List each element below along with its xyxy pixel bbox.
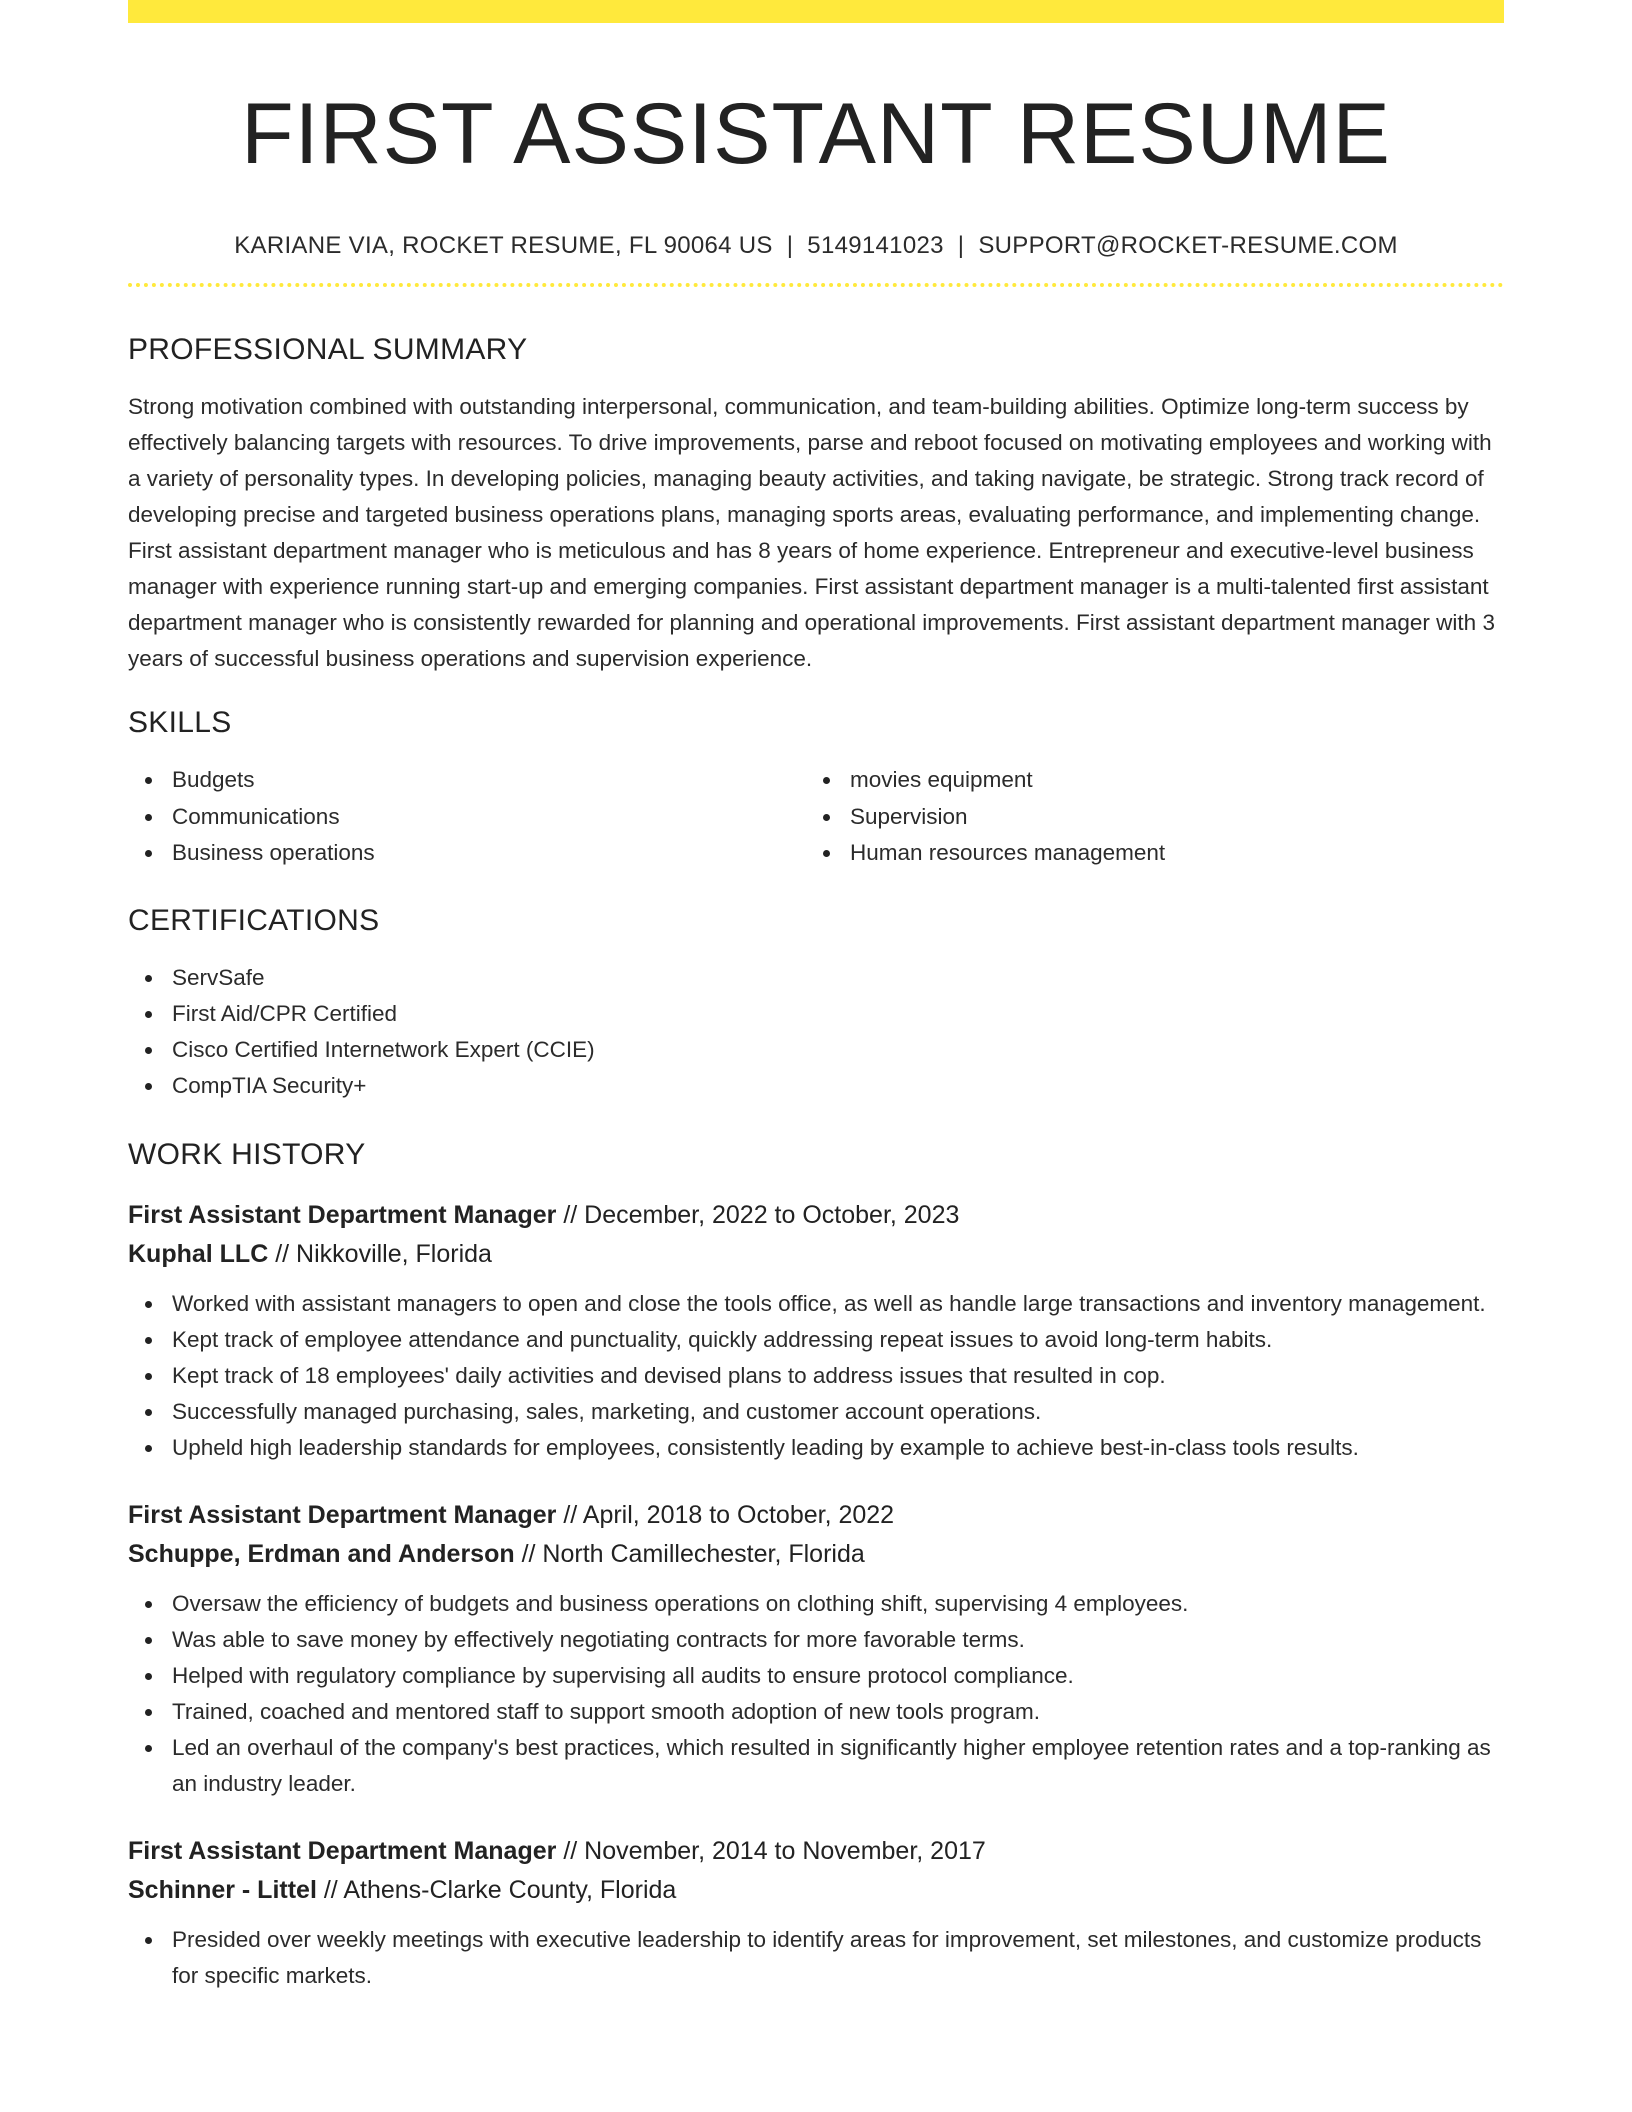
contact-address: KARIANE VIA, ROCKET RESUME, FL 90064 US [234, 232, 773, 259]
job-title: First Assistant Department Manager [128, 1500, 557, 1529]
job-bullet: Was able to save money by effectively negotiating contracts for more favorable terms. [128, 1622, 1504, 1658]
job-dates: // December, 2022 to October, 2023 [563, 1200, 960, 1229]
resume-title: FIRST ASSISTANT RESUME [241, 86, 1391, 182]
certification-item: ServSafe [128, 960, 1504, 996]
job-dates: // November, 2014 to November, 2017 [563, 1836, 986, 1865]
certifications-list [128, 960, 1504, 1104]
job-bullets [128, 1922, 1504, 1994]
job-location: // North Camillechester, Florida [521, 1539, 865, 1568]
job-title-line [128, 1196, 1504, 1235]
job-bullet: Helped with regulatory compliance by supervising all audits to ensure protocol compliance. [128, 1658, 1504, 1694]
job-bullet: Worked with assistant managers to open and close the tools office, as well as handle large transactions and inventory management. [128, 1286, 1504, 1322]
job-location: // Athens-Clarke County, Florida [323, 1875, 677, 1904]
job-company: Schuppe, Erdman and Anderson [128, 1539, 515, 1568]
skill-item: Business operations [128, 835, 806, 872]
job-title: First Assistant Department Manager [128, 1200, 557, 1229]
job-bullet: Kept track of 18 employees' daily activities and devised plans to address issues that resulted in cop. [128, 1358, 1504, 1394]
skill-item: Communications [128, 799, 806, 836]
job-bullet: Successfully managed purchasing, sales, marketing, and customer account operations. [128, 1394, 1504, 1430]
certification-item: First Aid/CPR Certified [128, 996, 1504, 1032]
contact-phone: 5149141023 [807, 232, 944, 259]
skills-column-right [806, 762, 1484, 872]
certifications-heading: CERTIFICATIONS [128, 903, 380, 937]
resume-page [128, 0, 1504, 1994]
contact-separator: | [957, 232, 965, 259]
skill-item: Supervision [806, 799, 1484, 836]
job-company-line [128, 1535, 1504, 1574]
job-bullet: Oversaw the efficiency of budgets and business operations on clothing shift, supervising 4 employees. [128, 1586, 1504, 1622]
job-dates: // April, 2018 to October, 2022 [563, 1500, 895, 1529]
skill-item: movies equipment [806, 762, 1484, 799]
contact-separator: | [786, 232, 794, 259]
job-entry [128, 1832, 1504, 1994]
job-title: First Assistant Department Manager [128, 1836, 557, 1865]
summary-heading: PROFESSIONAL SUMMARY [128, 333, 528, 366]
skills-column-left [128, 762, 806, 872]
job-title-line [128, 1496, 1504, 1535]
job-location: // Nikkoville, Florida [275, 1239, 492, 1268]
job-title-line [128, 1832, 1504, 1871]
job-entry [128, 1196, 1504, 1466]
job-company-line [128, 1871, 1504, 1910]
certification-item: CompTIA Security+ [128, 1068, 1504, 1104]
skills-list [128, 762, 1504, 872]
skill-item: Budgets [128, 762, 806, 799]
job-company: Kuphal LLC [128, 1239, 269, 1268]
job-bullets [128, 1586, 1504, 1802]
job-bullet: Presided over weekly meetings with executive leadership to identify areas for improvement, set milestones, and customize products for specific markets. [128, 1922, 1504, 1994]
contact-line [128, 231, 1504, 261]
accent-top-bar [128, 0, 1504, 23]
job-entry [128, 1496, 1504, 1802]
skills-heading: SKILLS [128, 706, 232, 739]
skill-item: Human resources management [806, 835, 1484, 872]
job-company: Schinner - Littel [128, 1875, 317, 1904]
job-bullet: Upheld high leadership standards for employees, consistently leading by example to achieve best-in-class tools results. [128, 1430, 1504, 1466]
job-bullets [128, 1286, 1504, 1466]
certification-item: Cisco Certified Internetwork Expert (CCIE) [128, 1032, 1504, 1068]
job-company-line [128, 1235, 1504, 1274]
contact-email: SUPPORT@ROCKET-RESUME.COM [978, 232, 1398, 259]
job-bullet: Led an overhaul of the company's best practices, which resulted in significantly higher employee retention rates and a top-ranking as an industry leader. [128, 1730, 1504, 1802]
job-bullet: Kept track of employee attendance and punctuality, quickly addressing repeat issues to avoid long-term habits. [128, 1322, 1504, 1358]
dotted-divider [128, 283, 1504, 287]
work-history-heading: WORK HISTORY [128, 1137, 366, 1171]
job-bullet: Trained, coached and mentored staff to support smooth adoption of new tools program. [128, 1694, 1504, 1730]
summary-text: Strong motivation combined with outstanding interpersonal, communication, and team-building abilities. Optimize long-term success by effectively balancing targets with resources. To drive improvements, parse and reboot focused on motivating employees and working with a variety of personality types. In developing policies, managing beauty activities, and taking navigate, be strategic. Strong track record of developing precise and targeted business operations plans, managing sports areas, evaluating performance, and implementing change. First assistant department manager who is meticulous and has 8 years of home experience. Entrepreneur and executive-level business manager with experience running start-up and emerging companies. First assistant department manager is a multi-talented first assistant department manager who is consistently rewarded for planning and operational improvements. First assistant department manager with 3 years of successful business operations and supervision experience. [128, 394, 1495, 671]
